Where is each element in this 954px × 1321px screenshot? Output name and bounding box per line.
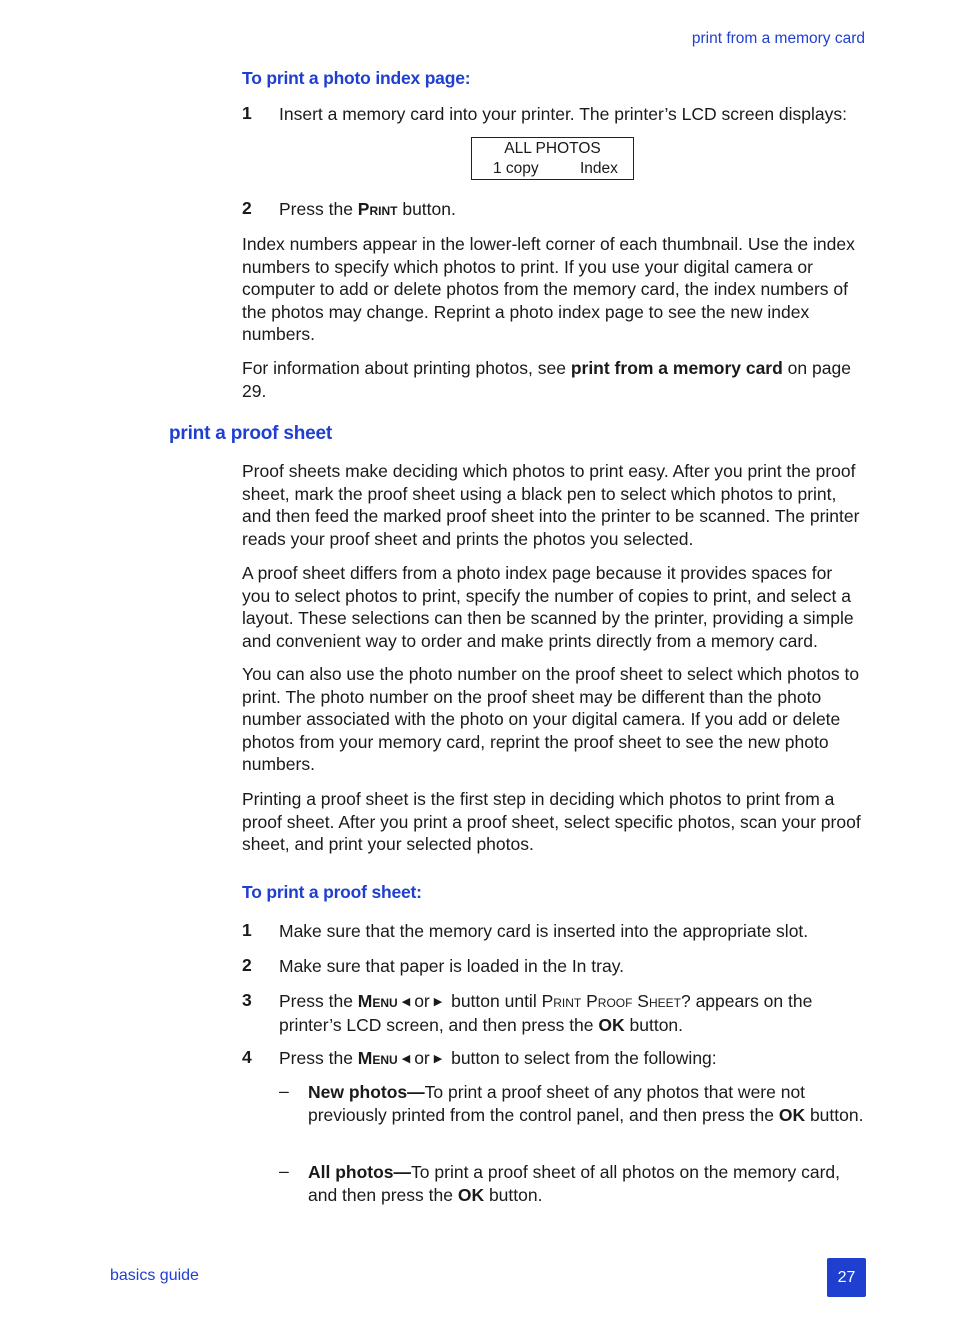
menu-key-label: Menu (357, 1048, 398, 1068)
index-subheading: To print a photo index page: (242, 68, 471, 88)
lcd-line1: ALL PHOTOS (504, 140, 601, 157)
option-all-photos: All photos—To print a proof sheet of all photos on the memory card, and then press the OK button. (308, 1162, 841, 1205)
running-header: print from a memory card (691, 30, 865, 47)
left-arrow-icon: ◀ (401, 1053, 411, 1065)
proof-paragraph-1: Proof sheets make deciding which photos to print easy. After you print the proof sheet, mark the proof sheet using a black pen to select which photos to print, and then feed the marked proof sheet into the printer to be scanned. The printer reads your proof sheet and prints the photos you selected. (242, 461, 860, 549)
proof-step4-number: 4 (242, 1047, 252, 1067)
proof-paragraph-3: You can also use the photo number on the proof sheet to select which photos to print. The photo number on the proof sheet may be different than the photo number associated with the photo on your digital camera. If you add or delete photos from your memory card, reprint the proof sheet to see the new photo numbers. (242, 664, 860, 774)
ok-key-label: OK (778, 1104, 806, 1125)
ok-key-label: OK (598, 1014, 625, 1035)
proof-step2-text: Make sure that paper is loaded in the In tray. (279, 956, 625, 976)
cross-reference-link[interactable]: print from a memory card (570, 358, 783, 378)
index-paragraph: Index numbers appear in the lower-left corner of each thumbnail. Use the index numbers to specify which photos to print. If you use your digital camera or computer to add or delete photos from the memory card, the index numbers of the photos may change. Reprint a photo index page to see the new index numbers. (242, 234, 855, 344)
proof-paragraph-4: Printing a proof sheet is the first step in deciding which photos to print from a proof sheet. After you print a proof sheet, select specific photos, scan your proof sheet, and print your selected photos. (242, 789, 861, 854)
proof-step1-number: 1 (242, 920, 252, 940)
option-bullet: – (279, 1161, 289, 1181)
proof-step4-text: Press the Menu ◀ or ▶ button to select from the following: (279, 1048, 717, 1068)
print-key-label: Print (357, 199, 398, 219)
right-arrow-icon: ▶ (433, 1053, 443, 1065)
menu-key-label: Menu (357, 991, 398, 1011)
section-title: print a proof sheet (169, 423, 332, 444)
index-step2-number: 2 (242, 198, 252, 218)
option-bullet: – (279, 1081, 289, 1101)
proof-step3-text: Press the Menu ◀ or ▶ button until Print Proof Sheet? appears on the printer’s LCD screen, and then press the OK button. (279, 991, 813, 1035)
lcd-mode: Index (580, 160, 618, 177)
footer-guide-title: basics guide (110, 1267, 199, 1284)
proof-paragraph-2: A proof sheet differs from a photo index page because it provides spaces for you to select photos to print, specify the number of copies to print, and select a layout. These selections can then be scanned by the printer, providing a simple and convenient way to order and make prints directly from a memory card. (242, 563, 854, 651)
index-reference-paragraph: For information about printing photos, see print from a memory card on page 29. (242, 358, 851, 401)
proof-step3-number: 3 (242, 990, 252, 1010)
lcd-copies: 1 copy (493, 160, 539, 177)
index-step1-text: Insert a memory card into your printer. The printer’s LCD screen displays: (279, 104, 848, 124)
index-step1-number: 1 (242, 103, 252, 123)
ok-key-label: OK (457, 1184, 485, 1205)
lcd-display (471, 137, 634, 180)
option-label: All photos— (308, 1162, 412, 1182)
option-new-photos: New photos—To print a proof sheet of any photos that were not previously printed from the control panel, and then press the OK button. (308, 1082, 864, 1125)
left-arrow-icon: ◀ (401, 996, 411, 1008)
option-label: New photos— (308, 1082, 425, 1102)
proof-step1-text: Make sure that the memory card is inserted into the appropriate slot. (279, 921, 809, 941)
proof-subheading: To print a proof sheet: (242, 882, 422, 902)
lcd-menu-text: Print Proof Sheet (541, 991, 681, 1011)
index-step2-text: Press the Print button. (279, 199, 456, 219)
right-arrow-icon: ▶ (433, 996, 443, 1008)
proof-step2-number: 2 (242, 955, 252, 975)
page-number: 27 (827, 1258, 866, 1297)
